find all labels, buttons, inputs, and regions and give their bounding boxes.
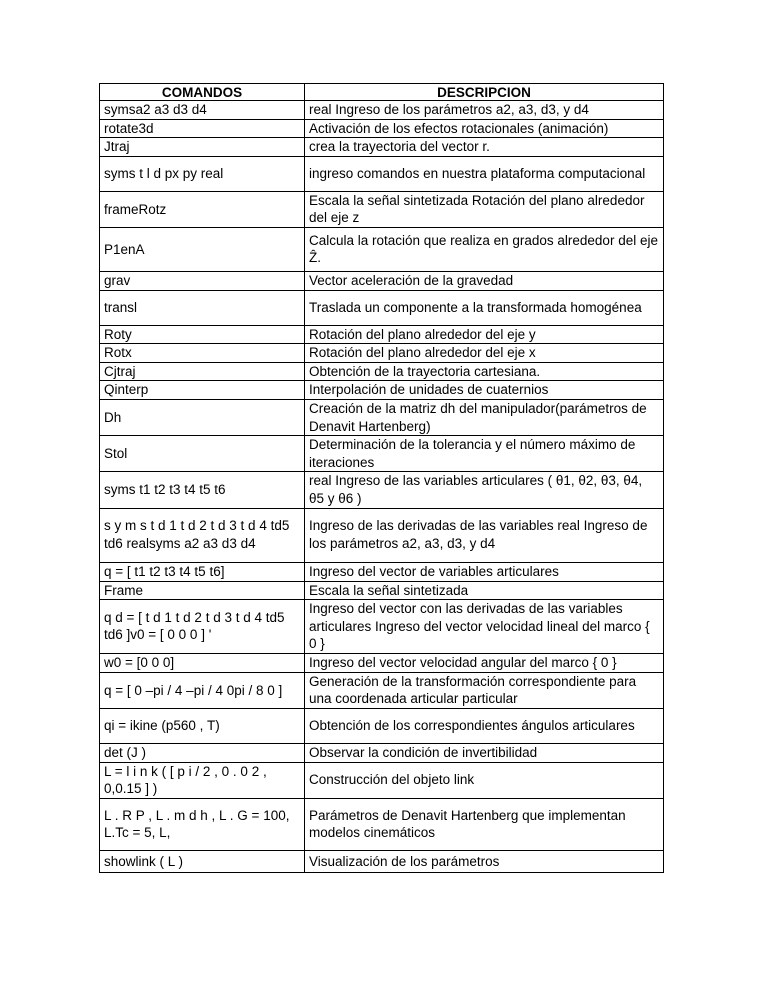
table-row bbox=[100, 709, 664, 744]
description-cell: Generación de la transformación correspondiente para una coordenada articular particular bbox=[305, 672, 664, 708]
table-row bbox=[100, 399, 664, 435]
command-cell: Rotx bbox=[100, 344, 305, 363]
command-cell: Dh bbox=[100, 399, 305, 435]
description-cell: Observar la condición de invertibilidad bbox=[305, 744, 664, 763]
header-commands: COMANDOS bbox=[100, 84, 305, 101]
description-cell: Activación de los efectos rotacionales (animación) bbox=[305, 119, 664, 138]
command-cell: rotate3d bbox=[100, 119, 305, 138]
description-cell: Rotación del plano alrededor del eje y bbox=[305, 325, 664, 344]
table-row bbox=[100, 508, 664, 562]
command-cell: Jtraj bbox=[100, 138, 305, 157]
command-cell: Qinterp bbox=[100, 381, 305, 400]
table-row bbox=[100, 798, 664, 850]
command-cell: Stol bbox=[100, 436, 305, 472]
description-cell: Ingreso de las derivadas de las variables real Ingreso de los parámetros a2, a3, d3, y d4 bbox=[305, 508, 664, 562]
command-cell: q = [ 0 –pi / 4 –pi / 4 0pi / 8 0 ] bbox=[100, 672, 305, 708]
command-cell: L . R P , L . m d h , L . G = 100, L.Tc = 5, L, bbox=[100, 798, 305, 850]
description-cell: Ingreso del vector velocidad angular del marco { 0 } bbox=[305, 653, 664, 672]
table-row bbox=[100, 562, 664, 581]
table-row bbox=[100, 119, 664, 138]
command-cell: q = [ t1 t2 t3 t4 t5 t6] bbox=[100, 562, 305, 581]
commands-table bbox=[99, 83, 664, 873]
table-row bbox=[100, 472, 664, 508]
table-row bbox=[100, 581, 664, 600]
command-cell: syms t l d px py real bbox=[100, 156, 305, 191]
description-cell: Visualización de los parámetros bbox=[305, 850, 664, 872]
description-cell: Obtención de la trayectoria cartesiana. bbox=[305, 362, 664, 381]
command-cell: det (J ) bbox=[100, 744, 305, 763]
description-cell: real Ingreso de los parámetros a2, a3, d3, y d4 bbox=[305, 101, 664, 120]
command-cell: transl bbox=[100, 290, 305, 325]
description-cell: Vector aceleración de la gravedad bbox=[305, 271, 664, 290]
table-row bbox=[100, 271, 664, 290]
command-cell: Roty bbox=[100, 325, 305, 344]
command-cell: w0 = [0 0 0] bbox=[100, 653, 305, 672]
table-row bbox=[100, 191, 664, 227]
description-cell: Escala la señal sintetizada Rotación del plano alrededor del eje z bbox=[305, 191, 664, 227]
description-cell: Creación de la matriz dh del manipulador(parámetros de Denavit Hartenberg) bbox=[305, 399, 664, 435]
command-cell: L = l i n k ( [ p i / 2 , 0 . 0 2 , 0,0.15 ] ) bbox=[100, 762, 305, 798]
table-row bbox=[100, 362, 664, 381]
table-row bbox=[100, 381, 664, 400]
table-row bbox=[100, 600, 664, 654]
description-cell: Traslada un componente a la transformada homogénea bbox=[305, 290, 664, 325]
table-header-row bbox=[100, 84, 664, 101]
table-row bbox=[100, 101, 664, 120]
command-cell: q d = [ t d 1 t d 2 t d 3 t d 4 td5 td6 ]v0 = [ 0 0 0 ] ' bbox=[100, 600, 305, 654]
table-row bbox=[100, 653, 664, 672]
command-cell: grav bbox=[100, 271, 305, 290]
description-cell: Escala la señal sintetizada bbox=[305, 581, 664, 600]
command-cell: frameRotz bbox=[100, 191, 305, 227]
command-cell: qi = ikine (p560 , T) bbox=[100, 709, 305, 744]
description-cell: Construcción del objeto link bbox=[305, 762, 664, 798]
command-cell: s y m s t d 1 t d 2 t d 3 t d 4 td5 td6 realsyms a2 a3 d3 d4 bbox=[100, 508, 305, 562]
command-cell: P1enA bbox=[100, 227, 305, 271]
description-cell: real Ingreso de las variables articulares ( θ1, θ2, θ3, θ4, θ5 y θ6 ) bbox=[305, 472, 664, 508]
description-cell: Ingreso del vector con las derivadas de las variables articulares Ingreso del vector velocidad lineal del marco { 0 } bbox=[305, 600, 664, 654]
description-cell: Calcula la rotación que realiza en grados alrededor del eje Ẑ. bbox=[305, 227, 664, 271]
table-row bbox=[100, 344, 664, 363]
table-row bbox=[100, 850, 664, 872]
command-cell: showlink ( L ) bbox=[100, 850, 305, 872]
description-cell: Rotación del plano alrededor del eje x bbox=[305, 344, 664, 363]
table-row bbox=[100, 436, 664, 472]
table-row bbox=[100, 290, 664, 325]
table-row bbox=[100, 227, 664, 271]
table-row bbox=[100, 762, 664, 798]
description-cell: Determinación de la tolerancia y el número máximo de iteraciones bbox=[305, 436, 664, 472]
command-cell: Cjtraj bbox=[100, 362, 305, 381]
header-description: DESCRIPCION bbox=[305, 84, 664, 101]
table-row bbox=[100, 672, 664, 708]
description-cell: Interpolación de unidades de cuaternios bbox=[305, 381, 664, 400]
table-row bbox=[100, 325, 664, 344]
command-cell: syms t1 t2 t3 t4 t5 t6 bbox=[100, 472, 305, 508]
table-row bbox=[100, 138, 664, 157]
description-cell: Ingreso del vector de variables articulares bbox=[305, 562, 664, 581]
description-cell: Obtención de los correspondientes ángulos articulares bbox=[305, 709, 664, 744]
command-cell: Frame bbox=[100, 581, 305, 600]
description-cell: crea la trayectoria del vector r. bbox=[305, 138, 664, 157]
description-cell: ingreso comandos en nuestra plataforma computacional bbox=[305, 156, 664, 191]
command-cell: symsa2 a3 d3 d4 bbox=[100, 101, 305, 120]
description-cell: Parámetros de Denavit Hartenberg que implementan modelos cinemáticos bbox=[305, 798, 664, 850]
table-row bbox=[100, 744, 664, 763]
table-row bbox=[100, 156, 664, 191]
